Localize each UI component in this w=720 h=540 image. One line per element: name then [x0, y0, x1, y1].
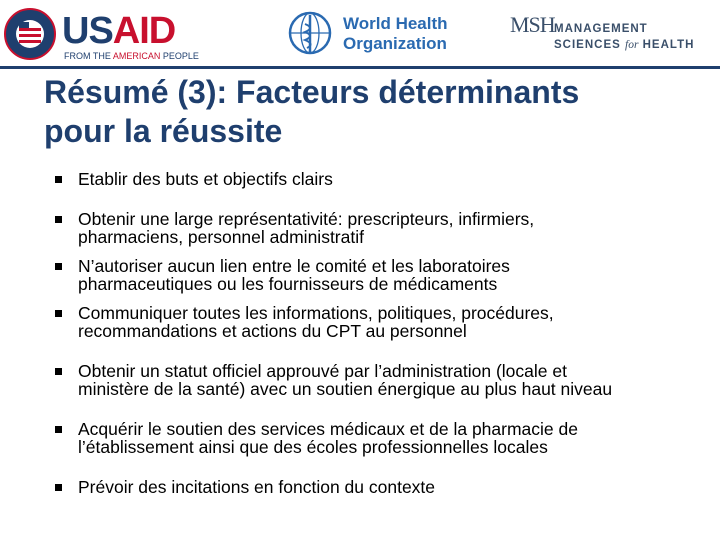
- bullet-item: Obtenir un statut officiel approuvé par l’administration (locale et ministère de la santé) avec un soutien énergique au plus haut niveau: [55, 362, 715, 399]
- logo-bar: [0, 0, 720, 66]
- bullet-square-icon: [55, 368, 62, 375]
- msh-mark: MSH: [510, 12, 555, 37]
- bullet-square-icon: [55, 484, 62, 491]
- bullet-item: Prévoir des incitations en fonction du contexte: [55, 478, 715, 497]
- bullet-item: Obtenir une large représentativité: prescripteurs, infirmiers, pharmaciens, personnel administratif: [55, 210, 715, 247]
- usaid-wordmark: USAID: [62, 10, 176, 52]
- msh-logo: [510, 12, 710, 52]
- bullet-square-icon: [55, 310, 62, 317]
- msh-line-1: MANAGEMENT: [554, 23, 648, 35]
- header-divider: [0, 66, 720, 69]
- who-name: World Health Organization: [343, 14, 448, 53]
- slide-title: Résumé (3): Facteurs déterminants pour la réussite: [44, 74, 580, 149]
- bullet-item: Etablir des buts et objectifs clairs: [55, 170, 715, 189]
- msh-line-2: SCIENCES for HEALTH: [554, 39, 695, 51]
- who-emblem-icon: [287, 10, 333, 56]
- usaid-logo: [4, 8, 199, 61]
- who-logo: [287, 10, 447, 58]
- bullet-item: Acquérir le soutien des services médicaux et de la pharmacie de l’établissement ainsi que des écoles professionnelles locales: [55, 420, 715, 457]
- usaid-seal-icon: [4, 8, 56, 60]
- usaid-tagline: FROM THE AMERICAN PEOPLE: [64, 51, 199, 61]
- bullet-square-icon: [55, 176, 62, 183]
- bullet-item: N’autoriser aucun lien entre le comité et les laboratoires pharmaceutiques ou les fournisseurs de médicaments: [55, 257, 715, 294]
- bullet-square-icon: [55, 216, 62, 223]
- bullet-list: [55, 170, 715, 496]
- bullet-item: Communiquer toutes les informations, politiques, procédures, recommandations et actions du CPT au personnel: [55, 304, 715, 341]
- bullet-square-icon: [55, 426, 62, 433]
- bullet-square-icon: [55, 263, 62, 270]
